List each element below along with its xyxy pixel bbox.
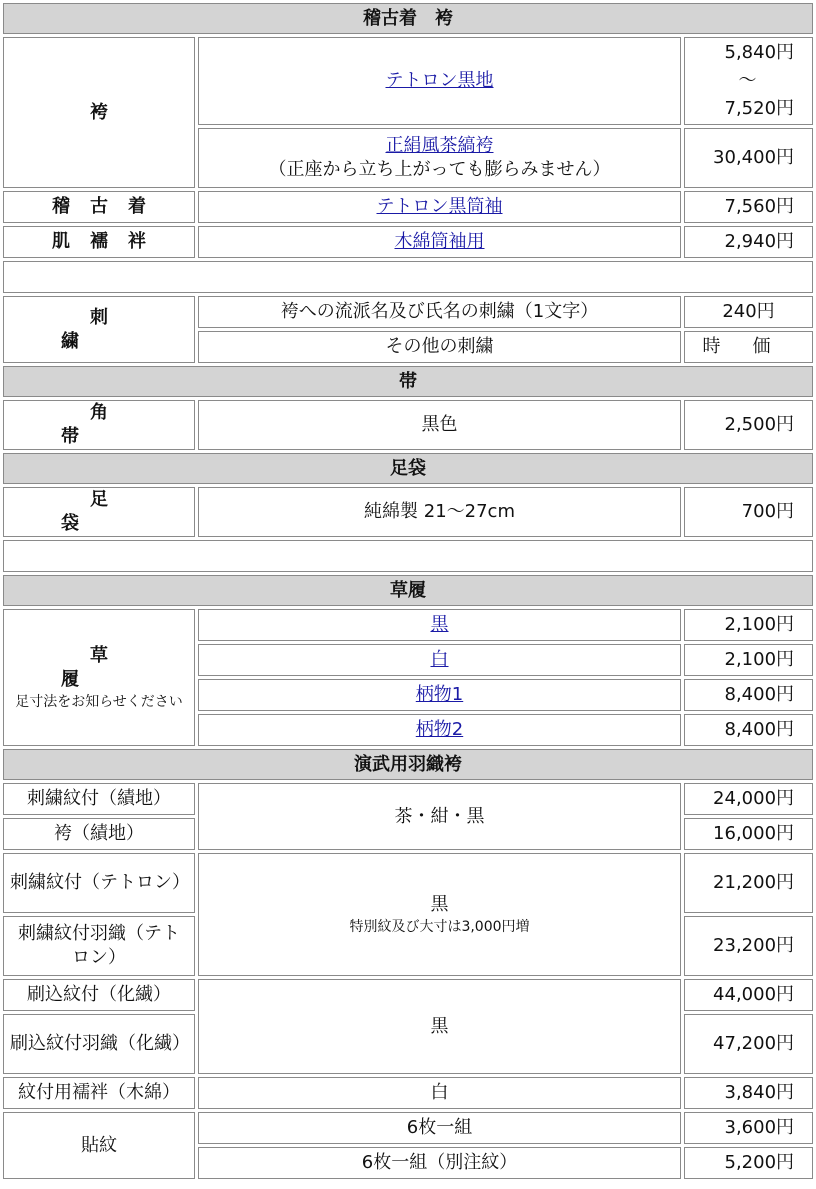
item-name-cell	[198, 714, 681, 746]
item-desc-cell	[198, 853, 681, 976]
item-label-cell: 刺繍紋付羽織（テトロン）	[3, 916, 195, 976]
link-shoken-chajima[interactable]: 正絹風茶縞袴	[385, 135, 494, 156]
item-name-cell	[198, 37, 681, 125]
item-name-cell	[198, 644, 681, 676]
price-cell: 24,000円	[684, 783, 813, 815]
price-cell: 2,100円	[684, 609, 813, 641]
item-name-cell: 純綿製 21～27cm	[198, 487, 681, 537]
item-note: 特別紋及び大寸は3,000円増	[349, 918, 530, 935]
item-name-cell	[198, 128, 681, 188]
item-name-cell: 袴への流派名及び氏名の刺繍（1文字）	[198, 296, 681, 328]
item-name-cell: 黒色	[198, 400, 681, 450]
item-name-cell	[198, 609, 681, 641]
item-desc-cell: 6枚一組（別注紋）	[198, 1147, 681, 1179]
row-label-keikogi: 稽古着	[3, 191, 195, 223]
row-label-zori: 草履 足寸法をお知らせください	[3, 609, 195, 746]
price-cell: 2,500円	[684, 400, 813, 450]
price-cell: 2,940円	[684, 226, 813, 258]
price-cell: 240円	[684, 296, 813, 328]
price-cell: 21,200円	[684, 853, 813, 913]
price-cell: 16,000円	[684, 818, 813, 850]
item-desc: 黒	[430, 893, 449, 915]
item-desc-cell: 6枚一組	[198, 1112, 681, 1144]
item-note: （正座から立ち上がっても膨らみません）	[268, 159, 611, 180]
row-label-tabi: 足袋	[3, 487, 195, 537]
zori-note: 足寸法をお知らせください	[15, 693, 183, 710]
item-name-cell	[198, 226, 681, 258]
row-label-hadajuban: 肌襦袢	[3, 226, 195, 258]
price-cell: 44,000円	[684, 979, 813, 1011]
item-label-cell: 刺繍紋付（テトロン）	[3, 853, 195, 913]
price-to: 7,520円	[724, 98, 795, 119]
price-cell	[684, 37, 813, 125]
price-cell: 30,400円	[684, 128, 813, 188]
price-cell: 7,560円	[684, 191, 813, 223]
spacer-row	[3, 261, 813, 293]
price-cell: 700円	[684, 487, 813, 537]
item-desc-cell: 白	[198, 1077, 681, 1109]
price-cell: 47,200円	[684, 1014, 813, 1074]
price-cell: 3,840円	[684, 1077, 813, 1109]
price-cell: 2,100円	[684, 644, 813, 676]
link-tetoron-tsutsusode[interactable]: テトロン黒筒袖	[376, 196, 503, 217]
link-zori-shiro[interactable]: 白	[430, 649, 449, 670]
price-from: 5,840円	[724, 42, 795, 63]
item-name-cell: その他の刺繍	[198, 331, 681, 363]
section-header-zori: 草履	[3, 575, 813, 606]
item-label-cell: 袴（績地）	[3, 818, 195, 850]
link-zori-garamono-1[interactable]: 柄物1	[415, 684, 464, 705]
price-range-tilde: ～	[738, 70, 757, 91]
section-header-tabi: 足袋	[3, 453, 813, 484]
item-name-cell	[198, 679, 681, 711]
section-header-embu: 演武用羽織袴	[3, 749, 813, 780]
item-label-cell: 刺繍紋付（績地）	[3, 783, 195, 815]
link-zori-kuro[interactable]: 黒	[430, 614, 449, 635]
item-desc-cell: 茶・紺・黒	[198, 783, 681, 850]
item-name-cell	[198, 191, 681, 223]
item-label-cell: 紋付用襦袢（木綿）	[3, 1077, 195, 1109]
link-tetoron-kuroji[interactable]: テトロン黒地	[385, 70, 494, 91]
item-label-cell: 刷込紋付（化繊）	[3, 979, 195, 1011]
row-label-kakuobi: 角帯	[3, 400, 195, 450]
price-cell: 8,400円	[684, 679, 813, 711]
row-label-harimon: 貼紋	[3, 1112, 195, 1179]
item-desc-cell: 黒	[198, 979, 681, 1074]
price-cell: 5,200円	[684, 1147, 813, 1179]
price-cell: 時価	[684, 331, 813, 363]
price-cell: 3,600円	[684, 1112, 813, 1144]
section-header-keikogi: 稽古着 袴	[3, 3, 813, 34]
price-cell: 8,400円	[684, 714, 813, 746]
link-momen-tsutsusode[interactable]: 木綿筒袖用	[394, 231, 485, 252]
link-zori-garamono-2[interactable]: 柄物2	[415, 719, 464, 740]
section-header-obi: 帯	[3, 366, 813, 397]
price-cell: 23,200円	[684, 916, 813, 976]
row-label-shishu: 刺繍	[3, 296, 195, 363]
spacer-row	[3, 540, 813, 572]
row-label-hakama: 袴	[3, 37, 195, 188]
item-label-cell: 刷込紋付羽織（化繊）	[3, 1014, 195, 1074]
